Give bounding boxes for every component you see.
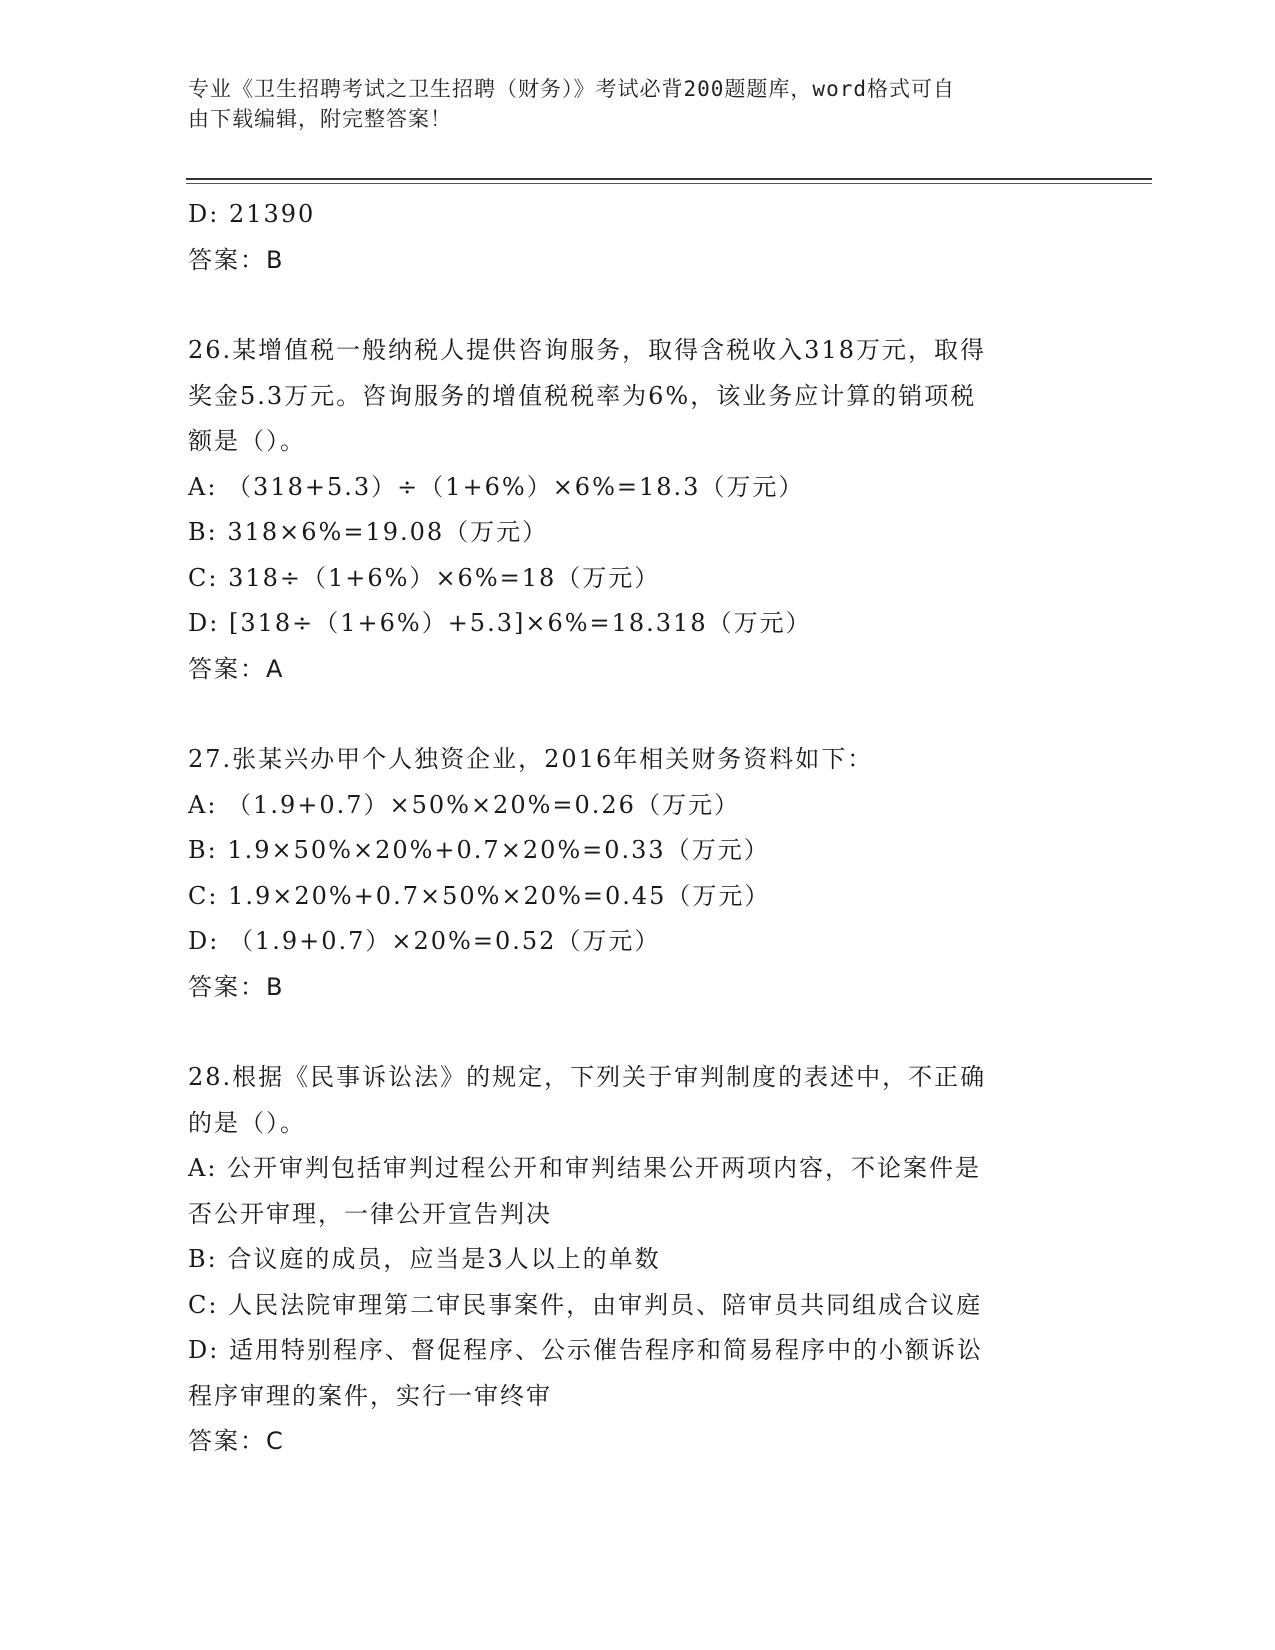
- question-stem: 奖金5.3万元。咨询服务的增值税税率为6%，该业务应计算的销项税: [188, 381, 977, 410]
- spacer: [188, 283, 1068, 328]
- option-d: 程序审理的案件，实行一审终审: [188, 1381, 552, 1410]
- option-d: D: [318÷（1+6%）+5.3]×6%=18.318（万元）: [188, 609, 812, 637]
- header-line-2: 由下载编辑，附完整答案！: [188, 107, 452, 131]
- header-divider-thin: [186, 183, 1152, 184]
- option-c: C: 1.9×20%+0.7×50%×20%=0.45（万元）: [188, 881, 771, 910]
- spacer: [188, 1010, 1068, 1055]
- option-a: A: （1.9+0.7）×50%×20%=0.26（万元）: [188, 790, 740, 819]
- option-b: B: 1.9×50%×20%+0.7×20%=0.33（万元）: [188, 836, 770, 864]
- answer-line: 答案：C: [188, 1427, 285, 1455]
- spacer: [188, 692, 1068, 737]
- question-stem: 28.根据《民事诉讼法》的规定，下列关于审判制度的表述中，不正确: [188, 1063, 987, 1091]
- page-header: [188, 74, 1068, 134]
- question-stem: 27.张某兴办甲个人独资企业，2016年相关财务资料如下：: [188, 745, 874, 773]
- question-26: [188, 328, 1068, 692]
- option-d: D: 适用特别程序、督促程序、公示催告程序和简易程序中的小额诉讼: [188, 1336, 983, 1364]
- option-b: B: 合议庭的成员，应当是3人以上的单数: [188, 1245, 661, 1273]
- answer-line: 答案：A: [188, 654, 285, 683]
- option-c: C: 人民法院审理第二审民事案件，由审判员、陪审员共同组成合议庭: [188, 1290, 983, 1319]
- previous-question-tail: [188, 192, 1068, 283]
- option-a: A: 公开审判包括审判过程公开和审判结果公开两项内容，不论案件是: [188, 1154, 982, 1182]
- option-d: D: （1.9+0.7）×20%=0.52（万元）: [188, 927, 661, 955]
- question-stem: 的是（）。: [188, 1108, 306, 1137]
- option-c: C: 318÷（1+6%）×6%=18（万元）: [188, 563, 661, 592]
- option-a: A: （318+5.3）÷（1+6%）×6%=18.3（万元）: [188, 472, 805, 501]
- header-line-1: 专业《卫生招聘考试之卫生招聘（财务）》考试必背200题题库，word格式可自: [188, 77, 955, 101]
- question-content: [188, 192, 1068, 1465]
- option-a: 否公开审理，一律公开宣告判决: [188, 1199, 552, 1228]
- question-stem: 额是（）。: [188, 427, 306, 455]
- question-stem: 26.某增值税一般纳税人提供咨询服务，取得含税收入318万元，取得: [188, 336, 986, 364]
- header-divider-thick: [186, 178, 1152, 180]
- answer-line: 答案：B: [188, 972, 285, 1001]
- question-27: [188, 737, 1068, 1010]
- question-28: [188, 1055, 1068, 1465]
- answer-line: 答案：B: [188, 245, 285, 274]
- option-d: D: 21390: [188, 200, 316, 228]
- option-b: B: 318×6%=19.08（万元）: [188, 518, 549, 546]
